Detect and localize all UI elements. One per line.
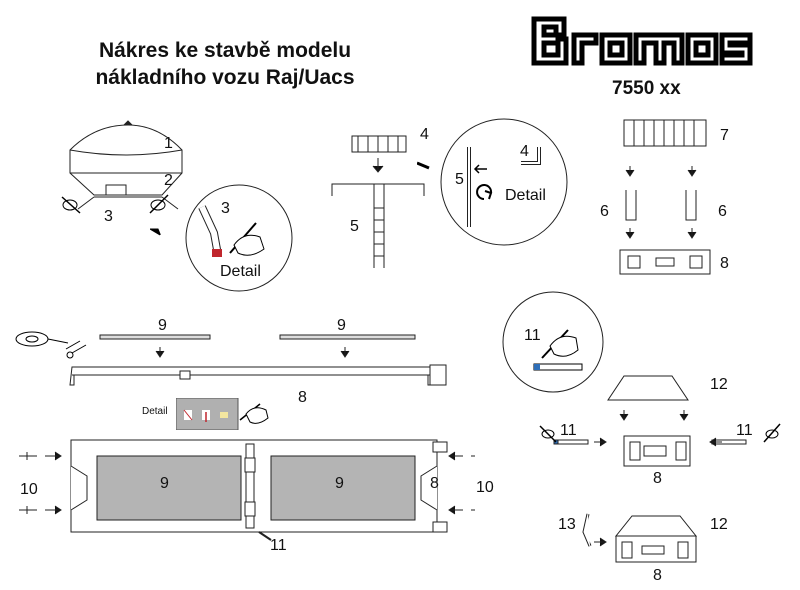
part-number: 8 bbox=[720, 255, 729, 272]
part-number: 5 bbox=[350, 218, 359, 235]
part-number: 8 bbox=[430, 475, 439, 492]
end-view-lower bbox=[580, 510, 720, 570]
frame-side-view bbox=[60, 315, 460, 390]
part-number: 11 bbox=[560, 422, 577, 439]
arrow-icon bbox=[417, 160, 433, 172]
title-line-1: Nákres ke stavbě modelu bbox=[98, 39, 352, 62]
part-number: 3 bbox=[104, 208, 113, 225]
part-number: 7 bbox=[720, 127, 729, 144]
end-wall-assembly bbox=[610, 110, 720, 285]
part-number: 11 bbox=[524, 327, 541, 344]
detail-label: Detail bbox=[142, 406, 168, 417]
part-number: 9 bbox=[160, 475, 169, 492]
part-number: 10 bbox=[20, 481, 38, 498]
part-number: 8 bbox=[653, 567, 662, 584]
part-number: 9 bbox=[335, 475, 344, 492]
ladder-assembly bbox=[320, 128, 430, 273]
frame-detail-inset bbox=[176, 398, 276, 430]
part-number: 2 bbox=[164, 172, 173, 189]
product-code: 7550 xx bbox=[612, 78, 681, 99]
glue-pen-icon bbox=[760, 422, 782, 444]
part-number: 6 bbox=[718, 203, 727, 220]
detail-label: Detail bbox=[505, 187, 546, 204]
title-line-2: nákladního vozu Raj/Uacs bbox=[95, 66, 355, 89]
glue-pen-icon bbox=[538, 422, 560, 444]
part-number: 8 bbox=[298, 389, 307, 406]
part-number: 6 bbox=[600, 203, 609, 220]
part-number: 4 bbox=[520, 143, 529, 160]
detail-label: Detail bbox=[220, 263, 261, 280]
part-number: 1 bbox=[164, 135, 173, 152]
part-number: 12 bbox=[710, 516, 728, 533]
arrow-icon bbox=[150, 226, 166, 238]
part-number: 3 bbox=[221, 200, 230, 217]
frame-plan-view bbox=[15, 436, 475, 546]
part-number: 9 bbox=[158, 317, 167, 334]
part-number: 11 bbox=[736, 422, 753, 439]
part-number: 8 bbox=[653, 470, 662, 487]
part-number: 10 bbox=[476, 479, 494, 496]
part-number: 4 bbox=[420, 126, 429, 143]
part-number: 11 bbox=[270, 537, 287, 554]
part-number: 13 bbox=[558, 516, 576, 533]
part-number: 9 bbox=[337, 317, 346, 334]
brand-logo bbox=[530, 15, 782, 67]
part-number: 12 bbox=[710, 376, 728, 393]
glue-pen-icon bbox=[146, 193, 170, 215]
glue-pen-icon bbox=[60, 193, 84, 215]
part-number: 5 bbox=[455, 171, 464, 188]
